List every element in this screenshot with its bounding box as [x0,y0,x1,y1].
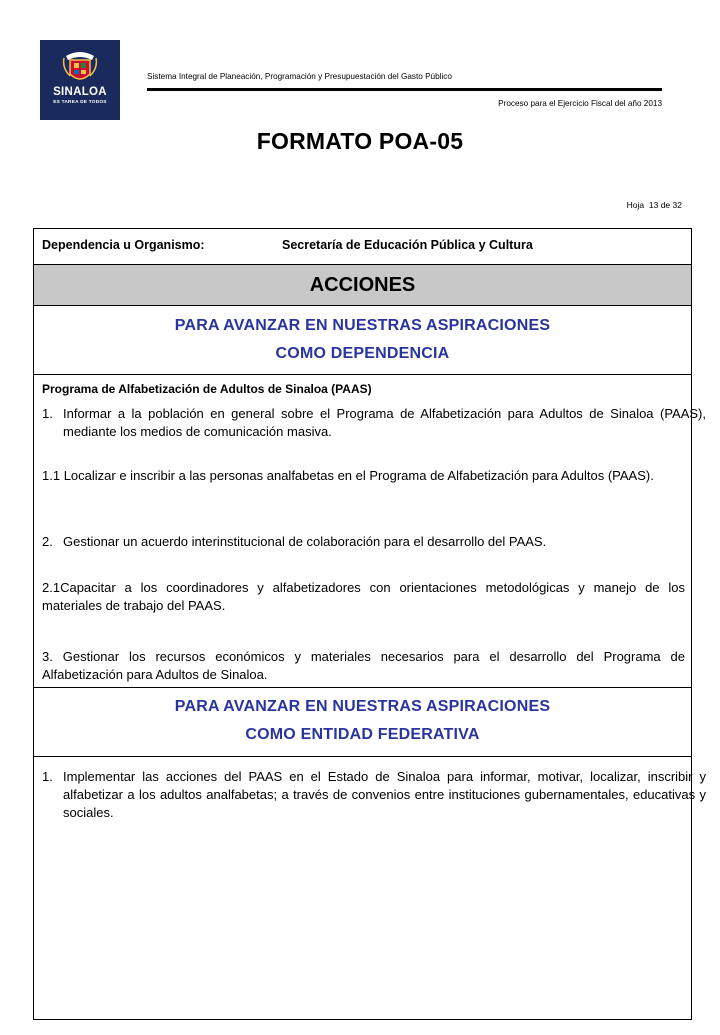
action-item-2-1 [42,579,685,615]
header-divider [147,88,662,91]
system-title: Sistema Integral de Planeación, Programación y Presupuestación del Gasto Público [147,72,452,81]
block1-heading-line2: COMO DEPENDENCIA [275,345,450,362]
sheet-of: de [660,200,671,210]
sheet-label: Hoja [626,200,645,210]
action-item-1-1 [42,467,685,485]
action-item-text: Informar a la población en general sobre el Programa de Alfabetización para Adultos de Sinaloa (PAAS), mediante los medios de comunicación masiva. [63,406,706,439]
dependency-row [42,238,533,252]
sinaloa-logo [40,40,120,120]
action-item-number: 3. [42,649,53,664]
action-item-text-body: Capacitar a los coordinadores y alfabetizadores con orientaciones metodológicas y manejo de los materiales de trabajo del PAAS. [42,580,685,613]
action-item-number: 1. [42,769,53,784]
action-item-2 [42,533,706,551]
action-item-text: Gestionar un acuerdo interinstitucional de colaboración para el desarrollo del PAAS. [63,534,547,549]
section-title: ACCIONES [34,265,691,305]
action-item-text [42,648,685,684]
form-title: FORMATO POA-05 [256,128,464,154]
dependency-label: Dependencia u Organismo: [42,238,205,252]
federal-action-item-1 [42,768,706,822]
action-item-text-body: Gestionar los recursos económicos y materiales necesarios para el desarrollo del Programa de Alfabetización para Adultos de Sinaloa. [42,649,685,682]
block1-heading [34,312,691,368]
action-item-3 [42,648,685,684]
block2-heading-line2: COMO ENTIDAD FEDERATIVA [245,726,480,743]
divider [34,305,691,306]
action-item-text-body: Localizar e inscribir a las personas analfabetas en el Programa de Alfabetización para Adultos (PAAS). [63,468,654,483]
block2-heading-line1: PARA AVANZAR EN NUESTRAS ASPIRACIONES [174,698,551,715]
dependency-value: Secretaría de Educación Pública y Cultura [282,238,533,252]
action-item-number: 2.1 [42,580,61,595]
block1-heading-line1: PARA AVANZAR EN NUESTRAS ASPIRACIONES [174,317,551,334]
action-item-text [42,467,685,485]
program-title: Programa de Alfabetización de Adultos de Sinaloa (PAAS) [42,382,372,396]
divider [34,374,691,375]
form-frame [33,228,706,1020]
action-item-number: 1. [42,406,53,421]
process-title: Proceso para el Ejercicio Fiscal del año 2013 [498,99,662,108]
sheet-indicator [560,200,682,210]
sheet-number: 13 [648,200,659,210]
action-item-number: 1.1 [42,468,61,483]
action-item-number: 2. [42,534,53,549]
divider [34,687,691,688]
sheet-total: 32 [672,200,682,210]
divider [34,756,691,757]
block2-heading [34,693,691,749]
action-item-text: Implementar las acciones del PAAS en el Estado de Sinaloa para informar, motivar, localizar, inscribir y alfabetizar a los adultos analfabetas; a través de convenios entre instituciones gubernamentales, educativas y sociales. [63,769,706,820]
coat-of-arms-icon [62,46,98,86]
logo-tagline: ES TAREA DE TODOS [53,100,107,105]
action-item-text [42,579,685,615]
action-item-1 [42,405,706,441]
logo-name: SINALOA [53,86,107,98]
